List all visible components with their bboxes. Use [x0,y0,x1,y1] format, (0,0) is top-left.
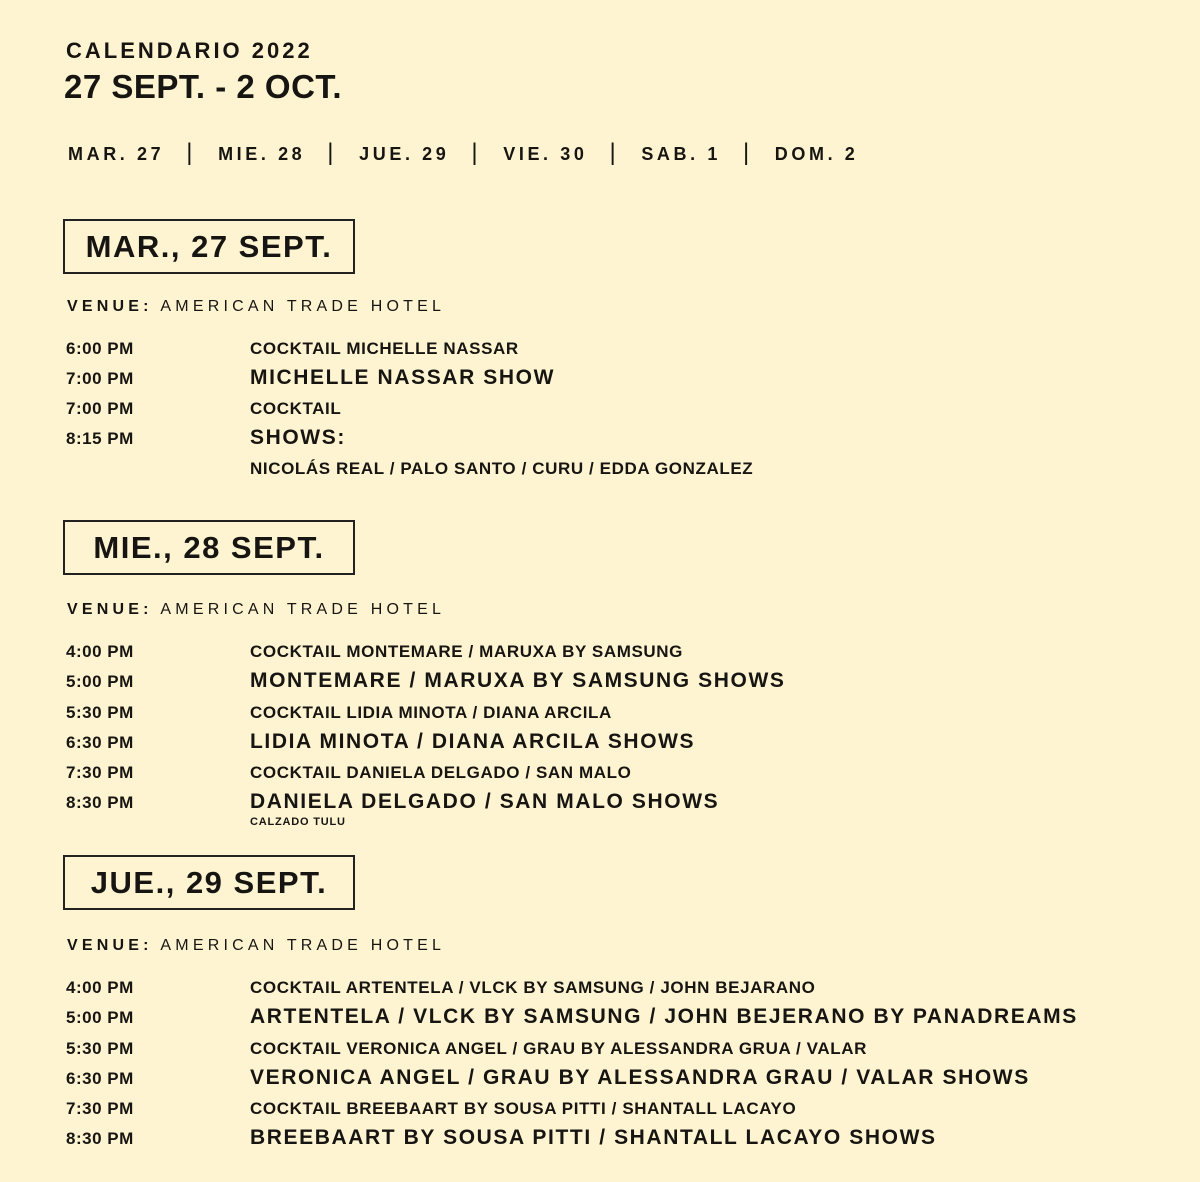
event-title: COCKTAIL MICHELLE NASSAR [250,339,519,358]
venue-line [67,298,445,316]
schedule-row [66,1002,1200,1032]
event-time: 8:30 PM [66,1129,134,1148]
event-note-row [66,816,1200,830]
nav-separator: | [609,139,620,166]
venue-name: AMERICAN TRADE HOTEL [160,298,446,315]
day-link-mar-27[interactable]: MAR. 27 [68,143,165,164]
schedule-row [66,757,1200,787]
event-time: 6:30 PM [66,1069,134,1088]
event-time: 8:30 PM [66,793,134,812]
event-title: DANIELA DELGADO / SAN MALO SHOWS [250,790,720,813]
event-title: SHOWS: [250,426,346,449]
event-time: 6:00 PM [66,339,134,358]
event-title: COCKTAIL [250,399,342,418]
venue-line [67,937,445,955]
venue-label: VENUE: [67,298,153,315]
schedule-row [66,363,1200,393]
day-link-jue-29[interactable]: JUE. 29 [359,143,450,164]
schedule-row [66,636,1200,666]
event-time: 7:00 PM [66,399,134,418]
schedule-row [66,727,1200,757]
event-time: 4:00 PM [66,978,134,997]
venue-line [67,601,445,619]
event-title: ARTENTELA / VLCK BY SAMSUNG / JOHN BEJERANO BY PANADREAMS [250,1005,1078,1028]
event-time: 7:00 PM [66,369,134,388]
event-time: 7:30 PM [66,1099,134,1118]
schedule-row [66,333,1200,363]
event-title: COCKTAIL MONTEMARE / MARUXA BY SAMSUNG [250,642,684,661]
date-range-title: 27 SEPT. - 2 OCT. [64,68,343,105]
event-title: COCKTAIL BREEBAART BY SOUSA PITTI / SHANTALL LACAYO [250,1099,797,1118]
day-link-sab-1[interactable]: SAB. 1 [641,143,721,164]
nav-separator: | [742,139,753,166]
schedule-row [66,1033,1200,1063]
event-time: 7:30 PM [66,763,134,782]
schedule-row [66,972,1200,1002]
event-time: 5:00 PM [66,672,134,691]
day-heading: MIE., 28 SEPT. [63,520,355,575]
schedule-row [66,423,1200,453]
event-time: 6:30 PM [66,733,134,752]
event-title: LIDIA MINOTA / DIANA ARCILA SHOWS [250,730,696,753]
event-title: BREEBAART BY SOUSA PITTI / SHANTALL LACAYO SHOWS [250,1126,937,1149]
venue-name: AMERICAN TRADE HOTEL [160,937,446,954]
event-title: MONTEMARE / MARUXA BY SAMSUNG SHOWS [250,669,786,692]
event-title: COCKTAIL ARTENTELA / VLCK BY SAMSUNG / JOHN BEJARANO [250,978,816,997]
schedule-row [66,393,1200,423]
venue-label: VENUE: [67,601,153,618]
schedule-row [66,697,1200,727]
schedule-row [66,1093,1200,1123]
schedule-row [66,666,1200,696]
day-link-mie-28[interactable]: MIE. 28 [218,143,306,164]
venue-name: AMERICAN TRADE HOTEL [160,601,446,618]
event-title: COCKTAIL DANIELA DELGADO / SAN MALO [250,763,632,782]
event-note: CALZADO TULU [250,816,346,828]
event-title: NICOLÁS REAL / PALO SANTO / CURU / EDDA GONZALEZ [250,459,754,478]
day-heading: JUE., 29 SEPT. [63,855,355,910]
day-heading: MAR., 27 SEPT. [63,219,355,274]
event-title: MICHELLE NASSAR SHOW [250,366,555,389]
nav-separator: | [471,139,482,166]
day-link-vie-30[interactable]: VIE. 30 [503,143,588,164]
calendar-label: CALENDARIO 2022 [66,38,313,63]
schedule-row [66,1063,1200,1093]
nav-separator: | [186,139,197,166]
day-link-dom-2[interactable]: DOM. 2 [774,143,859,164]
nav-separator: | [327,139,338,166]
event-title: VERONICA ANGEL / GRAU BY ALESSANDRA GRAU / VALAR SHOWS [250,1066,1030,1089]
event-title: COCKTAIL VERONICA ANGEL / GRAU BY ALESSANDRA GRUA / VALAR [250,1039,867,1058]
venue-label: VENUE: [67,937,153,954]
event-time: 5:00 PM [66,1008,134,1027]
event-time: 5:30 PM [66,1039,134,1058]
event-time: 4:00 PM [66,642,134,661]
event-time: 8:15 PM [66,429,134,448]
schedule-row [66,1123,1200,1153]
event-title: COCKTAIL LIDIA MINOTA / DIANA ARCILA [250,703,612,722]
event-time: 5:30 PM [66,703,134,722]
schedule-row [66,787,1200,817]
day-navigation [68,140,858,168]
schedule-row [66,453,1200,483]
